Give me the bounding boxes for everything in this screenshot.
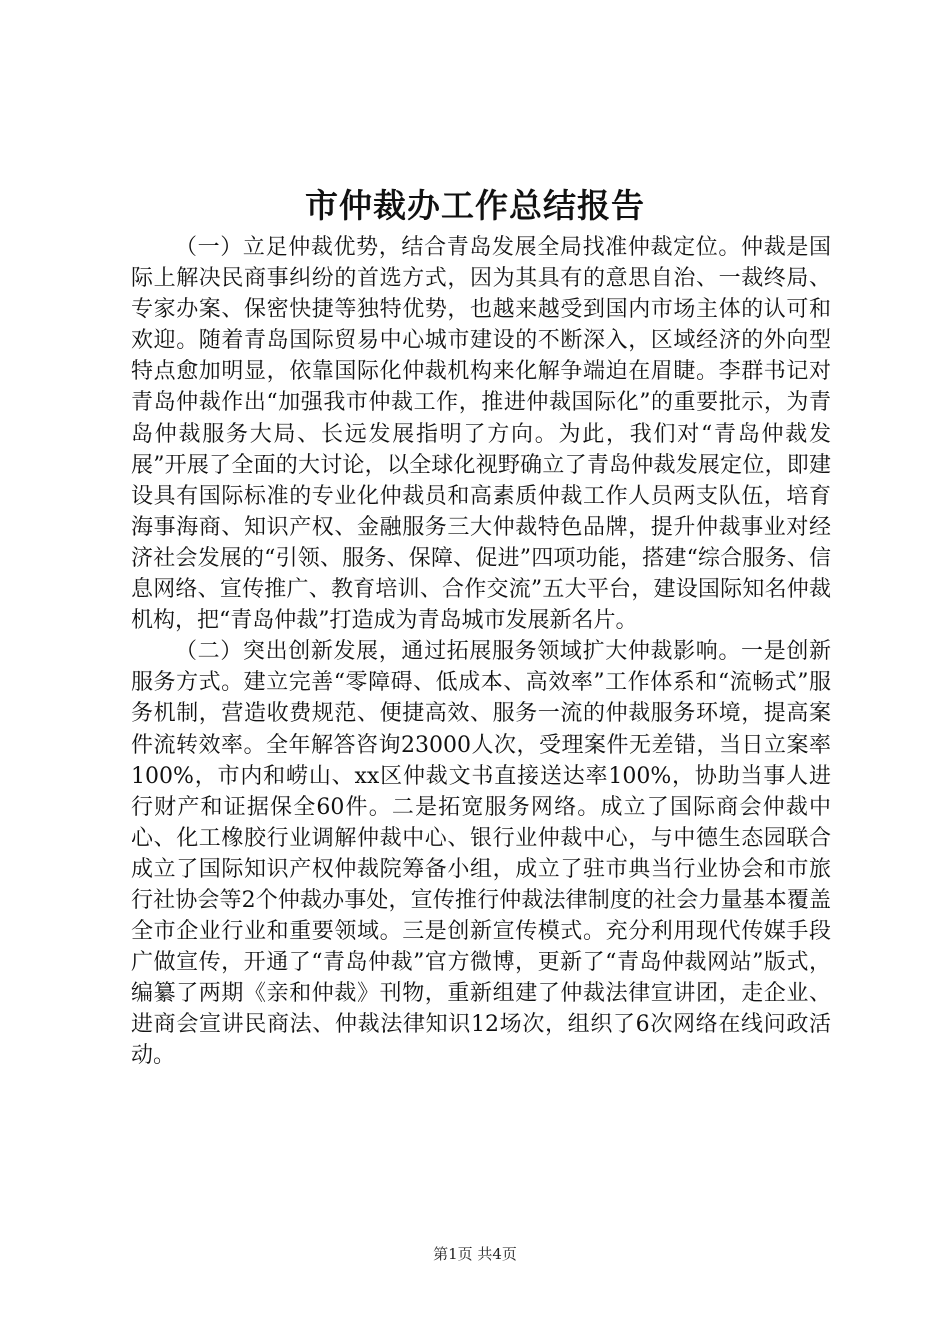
document-body [131, 232, 831, 1072]
document-title: 市仲裁办工作总结报告 [305, 186, 645, 225]
paragraph-2: （二）突出创新发展，通过拓展服务领域扩大仲裁影响。一是创新服务方式。建立完善“零障碍、低成本、高效率”工作体系和“流畅式”服务机制，营造收费规范、便捷高效、服务一流的仲裁服务环境，提高案件流转效率。全年解答咨询23000人次，受理案件无差错，当日立案率100%，市内和崂山、xx区仲裁文书直接送达率100%，协助当事人进行财产和证据保全60件。二是拓宽服务网络。成立了国际商会仲裁中心、化工橡胶行业调解仲裁中心、银行业仲裁中心，与中德生态园联合成立了国际知识产权仲裁院筹备小组，成立了驻市典当行业协会和市旅行社协会等2个仲裁办事处，宣传推行仲裁法律制度的社会力量基本覆盖全市企业行业和重要领域。三是创新宣传模式。充分利用现代传媒手段广做宣传，开通了“青岛仲裁”官方微博，更新了“青岛仲裁网站”版式，编纂了两期《亲和仲裁》刊物，重新组建了仲裁法律宣讲团，走企业、进商会宣讲民商法、仲裁法律知识12场次，组织了6次网络在线问政活动。 [131, 639, 831, 1069]
paragraph-1: （一）立足仲裁优势，结合青岛发展全局找准仲裁定位。仲裁是国际上解决民商事纠纷的首选方式，因为其具有的意思自治、一裁终局、专家办案、保密快捷等独特优势，也越来越受到国内市场主体的认可和欢迎。随着青岛国际贸易中心城市建设的不断深入，区域经济的外向型特点愈加明显，依靠国际化仲裁机构来化解争端迫在眉睫。李群书记对青岛仲裁作出“加强我市仲裁工作，推进仲裁国际化”的重要批示，为青岛仲裁服务大局、长远发展指明了方向。为此，我们对“青岛仲裁发展”开展了全面的大讨论，以全球化视野确立了青岛仲裁发展定位，即建设具有国际标准的专业化仲裁员和高素质仲裁工作人员两支队伍，培育海事海商、知识产权、金融服务三大仲裁特色品牌，提升仲裁事业对经济社会发展的“引领、服务、保障、促进”四项功能，搭建“综合服务、信息网络、宣传推广、教育培训、合作交流”五大平台，建设国际知名仲裁机构，把“青岛仲裁”打造成为青岛城市发展新名片。 [131, 235, 831, 634]
page-number-footer: 第1页 共4页 [433, 1245, 517, 1263]
